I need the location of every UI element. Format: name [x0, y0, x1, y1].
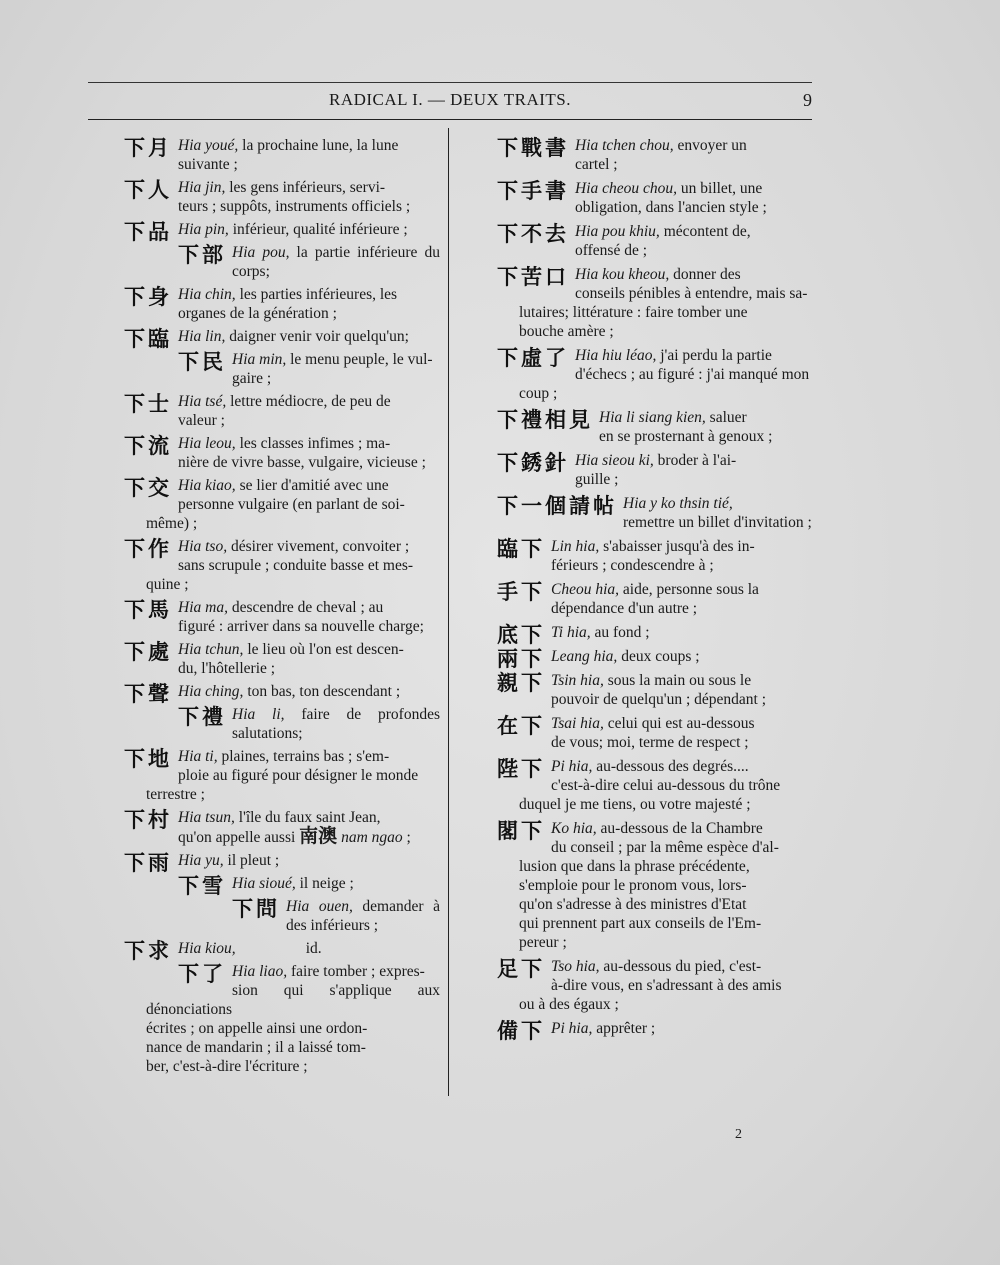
definition-text: broder à l'ai-: [653, 452, 737, 469]
entry-headword: 下不去: [497, 222, 569, 246]
romanization: Pi hia,: [551, 1020, 593, 1037]
romanization: Hia tso,: [178, 538, 228, 555]
definition-text: écrites ; on appelle ainsi une ordon-: [146, 1020, 368, 1037]
romanization: Leang hia,: [551, 648, 618, 665]
entry-headword: 下禮相見: [497, 408, 593, 432]
definition-text: qu'on appelle aussi: [178, 829, 300, 846]
definition-line: [497, 384, 815, 403]
definition-line: [497, 933, 815, 952]
definition-text: j'ai perdu la partie: [656, 347, 772, 364]
entry-headword: 備下: [497, 1019, 545, 1043]
dictionary-entry: [124, 178, 440, 216]
entry-headword: 下身: [124, 285, 172, 309]
definition-line: [497, 303, 815, 322]
definition-text: cartel ;: [575, 156, 618, 173]
romanization: Hia kiou,: [178, 940, 236, 957]
definition-text: se lier d'amitié avec une: [235, 477, 389, 494]
entry-headword: 下地: [124, 747, 172, 771]
entry-headword: 在下: [497, 714, 545, 738]
entry-headword: 手下: [497, 580, 545, 604]
definition-line: [124, 514, 440, 533]
entry-definition: [124, 350, 440, 388]
definition-text: aide, personne sous la: [619, 581, 759, 598]
definition-text: faire de profondes salutations;: [232, 706, 440, 742]
definition-text: conseils pénibles à entendre, mais sa-: [575, 285, 808, 302]
dictionary-entry: [124, 747, 440, 804]
definition-line: [124, 785, 440, 804]
definition-text: ploie au figuré pour désigner le monde: [178, 767, 419, 784]
definition-text: ou à des égaux ;: [519, 996, 619, 1013]
entry-headword: 底下: [497, 623, 545, 647]
definition-text: teurs ; suppôts, instruments officiels ;: [178, 198, 411, 215]
definition-line: [124, 981, 440, 1019]
definition-text: duquel je me tiens, ou votre majesté ;: [519, 796, 751, 813]
definition-text: la prochaine lune, la lune: [238, 137, 399, 154]
romanization: Hia ouen,: [286, 898, 353, 915]
entry-headword: 下部: [178, 243, 226, 267]
entry-headword: 下虛了: [497, 346, 569, 370]
dictionary-entry: [124, 808, 440, 847]
definition-text: donner des: [669, 266, 741, 283]
entry-headword: 足下: [497, 957, 545, 981]
definition-text: ;: [402, 829, 411, 846]
romanization: Hia kou kheou,: [575, 266, 670, 283]
dictionary-entry: [124, 476, 440, 533]
romanization: Cheou hia,: [551, 581, 620, 598]
romanization: Hia li,: [232, 706, 285, 723]
definition-line: [124, 243, 440, 281]
romanization: Pi hia,: [551, 758, 593, 775]
definition-text: les gens inférieurs, servi-: [225, 179, 386, 196]
romanization: Hia kiao,: [178, 477, 236, 494]
definition-text: pouvoir de quelqu'un ; dépendant ;: [551, 691, 767, 708]
definition-text: dépendance d'un autre ;: [551, 600, 698, 617]
entry-definition: [124, 243, 440, 281]
romanization: Hia ti,: [178, 748, 218, 765]
definition-text: qui prennent part aux conseils de l'Em-: [519, 915, 762, 932]
definition-text: nière de vivre basse, vulgaire, vicieuse ;: [178, 454, 426, 471]
dictionary-entry: [497, 671, 815, 709]
definition-line: [497, 322, 815, 341]
dictionary-entry: [497, 408, 815, 446]
entry-headword: 下流: [124, 434, 172, 458]
entry-headword: 陛下: [497, 757, 545, 781]
column-divider: [448, 128, 449, 1096]
definition-text: sion qui s'applique aux dénonciations: [146, 982, 440, 1018]
dictionary-entry: [124, 537, 440, 594]
definition-text: les classes infimes ; ma-: [235, 435, 391, 452]
romanization: Ko hia,: [551, 820, 597, 837]
romanization: Tso hia,: [551, 958, 600, 975]
definition-text: le menu peuple, le vul-: [286, 351, 433, 368]
entry-headword: 下苦口: [497, 265, 569, 289]
entry-headword: 閣下: [497, 819, 545, 843]
entry-headword: 下雪: [178, 874, 226, 898]
definition-line: [124, 897, 440, 935]
definition-text: obligation, dans l'ancien style ;: [575, 199, 767, 216]
romanization: Hia tsé,: [178, 393, 227, 410]
definition-text: un billet, une: [677, 180, 763, 197]
definition-text: demander à des inférieurs ;: [286, 898, 440, 934]
definition-line: [497, 857, 815, 876]
dictionary-entry: [497, 714, 815, 752]
dictionary-entry: [497, 494, 815, 532]
dictionary-entry: [497, 537, 815, 575]
dictionary-entry: [124, 897, 440, 935]
romanization: Hia pin,: [178, 221, 229, 238]
entry-headword: 臨下: [497, 537, 545, 561]
romanization: Tsin hia,: [551, 672, 604, 689]
definition-text: l'île du faux saint Jean,: [234, 809, 381, 826]
romanization: Lin hia,: [551, 538, 600, 555]
running-head: [88, 88, 812, 118]
header-rule: [88, 119, 812, 120]
dictionary-entry: [497, 346, 815, 403]
page-number: 9: [803, 90, 812, 110]
romanization: Hia yu,: [178, 852, 224, 869]
entry-headword: 下銹針: [497, 451, 569, 475]
top-rule: [88, 82, 812, 83]
dictionary-entry: [124, 874, 440, 898]
dictionary-entry: [124, 851, 440, 875]
romanization: Hia tsun,: [178, 809, 235, 826]
entry-definition: [124, 874, 440, 893]
definition-text: saluer: [705, 409, 747, 426]
definition-text: il pleut ;: [223, 852, 280, 869]
dictionary-entry: [497, 819, 815, 952]
inline-chinese: 南澳: [299, 825, 338, 847]
romanization: Hia cheou chou,: [575, 180, 678, 197]
romanization: Hia chin,: [178, 286, 236, 303]
romanization: Hia sieou ki,: [575, 452, 654, 469]
definition-line: [124, 1019, 440, 1038]
romanization: Hia ching,: [178, 683, 244, 700]
definition-text: au-dessous du pied, c'est-: [599, 958, 762, 975]
definition-text: sans scrupule ; conduite basse et mes-: [178, 557, 414, 574]
dictionary-entry: [124, 350, 440, 388]
romanization: Hia jin,: [178, 179, 226, 196]
definition-text: lettre médiocre, de peu de: [226, 393, 391, 410]
entry-headword: 下月: [124, 136, 172, 160]
dictionary-entry: [124, 220, 440, 244]
definition-text: lutaires; littérature : faire tomber une: [519, 304, 748, 321]
dictionary-entry: [497, 222, 815, 260]
definition-text: bouche amère ;: [519, 323, 614, 340]
dictionary-entry: [497, 757, 815, 814]
dictionary-entry: [124, 598, 440, 636]
definition-text: même) ;: [146, 515, 198, 532]
dictionary-entry: [124, 434, 440, 472]
romanization: Hia tchun,: [178, 641, 244, 658]
dictionary-entry: [497, 580, 815, 618]
definition-text: du conseil ; par la même espèce d'al-: [551, 839, 779, 856]
dictionary-entry: [124, 705, 440, 743]
romanization: Tsai hia,: [551, 715, 604, 732]
entry-headword: 下一個請帖: [497, 494, 617, 518]
definition-text: gaire ;: [232, 370, 272, 387]
entry-headword: 下聲: [124, 682, 172, 706]
definition-text: ton bas, ton descendant ;: [243, 683, 401, 700]
definition-text: au-dessous de la Chambre: [596, 820, 763, 837]
entry-headword: 下了: [178, 962, 226, 986]
signature-mark: 2: [735, 1127, 742, 1142]
definition-line: [124, 962, 440, 981]
romanization: Hia youé,: [178, 137, 239, 154]
definition-text: faire tomber ; expres-: [287, 963, 425, 980]
definition-text: nance de mandarin ; il a laissé tom-: [146, 1039, 366, 1056]
dictionary-entry: [124, 327, 440, 351]
romanization: Hia lin,: [178, 328, 226, 345]
definition-text: guille ;: [575, 471, 619, 488]
entry-headword: 下戰書: [497, 136, 569, 160]
definition-text: férieurs ; condescendre à ;: [551, 557, 714, 574]
definition-text: deux coups ;: [617, 648, 700, 665]
romanization: Hia hiu léao,: [575, 347, 657, 364]
definition-text: quine ;: [146, 576, 189, 593]
definition-text: de vous; moi, terme de respect ;: [551, 734, 749, 751]
definition-text: organes de la génération ;: [178, 305, 337, 322]
definition-text: suivante ;: [178, 156, 238, 173]
definition-text: au-dessous des degrés....: [592, 758, 749, 775]
romanization: Hia y ko thsin tié,: [623, 495, 733, 512]
entry-headword: 下品: [124, 220, 172, 244]
entry-headword: 下交: [124, 476, 172, 500]
definition-text: valeur ;: [178, 412, 225, 429]
definition-line: [497, 914, 815, 933]
dictionary-entry: [124, 136, 440, 174]
entry-headword: 下求: [124, 939, 172, 963]
definition-text: sous la main ou sous le: [603, 672, 752, 689]
dictionary-entry: [124, 285, 440, 323]
definition-text: figuré : arriver dans sa nouvelle charge;: [178, 618, 424, 635]
inline-romanization: nam ngao: [337, 829, 403, 846]
definition-text: inférieur, qualité inférieure ;: [228, 221, 408, 238]
entry-headword: 下人: [124, 178, 172, 202]
ditto-mark: id.: [305, 940, 322, 957]
entry-headword: 兩下: [497, 647, 545, 671]
definition-text: ber, c'est-à-dire l'écriture ;: [146, 1058, 308, 1075]
entry-headword: 下村: [124, 808, 172, 832]
definition-line: [124, 369, 440, 388]
definition-text: lusion que dans la phrase précédente,: [519, 858, 750, 875]
dictionary-entry: [497, 265, 815, 341]
dictionary-entry: [497, 957, 815, 1014]
dictionary-entry: [124, 640, 440, 678]
dictionary-entry: [124, 392, 440, 430]
definition-text: coup ;: [519, 385, 558, 402]
dictionary-entry: [497, 136, 815, 174]
romanization: Hia pou,: [232, 244, 290, 261]
entry-headword: 下臨: [124, 327, 172, 351]
romanization: Hia ma,: [178, 599, 228, 616]
dictionary-entry: [497, 179, 815, 217]
entry-headword: 下禮: [178, 705, 226, 729]
definition-text: qu'on s'adresse à des ministres d'Etat: [519, 896, 747, 913]
definition-text: la partie inférieure du corps;: [232, 244, 441, 280]
definition-line: [497, 876, 815, 895]
definition-text: celui qui est au-dessous: [603, 715, 755, 732]
romanization: Hia liao,: [232, 963, 288, 980]
definition-line: [497, 795, 815, 814]
left-column: [124, 136, 440, 1080]
definition-text: apprêter ;: [592, 1020, 656, 1037]
definition-text: personne vulgaire (en parlant de soi-: [178, 496, 405, 513]
romanization: Hia sioué,: [232, 875, 296, 892]
romanization: Hia tchen chou,: [575, 137, 674, 154]
dictionary-entry: [497, 623, 815, 647]
entry-headword: 下雨: [124, 851, 172, 875]
romanization: Hia leou,: [178, 435, 236, 452]
definition-text: à-dire vous, en s'adressant à des amis: [551, 977, 782, 994]
definition-text: c'est-à-dire celui au-dessous du trône: [551, 777, 781, 794]
running-title: RADICAL I. — DEUX TRAITS.: [329, 90, 571, 109]
definition-text: en se prosternant à genoux ;: [599, 428, 773, 445]
entry-headword: 下士: [124, 392, 172, 416]
dictionary-entry: [124, 962, 440, 1076]
entry-headword: 下作: [124, 537, 172, 561]
definition-text: les parties inférieures, les: [235, 286, 398, 303]
entry-headword: 下手書: [497, 179, 569, 203]
romanization: Hia li siang kien,: [599, 409, 706, 426]
definition-line: [124, 350, 440, 369]
romanization: Ti hia,: [551, 624, 591, 641]
definition-text: descendre de cheval ; au: [227, 599, 384, 616]
definition-line: [497, 895, 815, 914]
romanization: Hia min,: [232, 351, 287, 368]
definition-text: d'échecs ; au figuré : j'ai manqué mon: [575, 366, 810, 383]
definition-text: pereur ;: [519, 934, 567, 951]
definition-text: s'abaisser jusqu'à des in-: [599, 538, 755, 555]
entry-headword: 下處: [124, 640, 172, 664]
dictionary-entry: [497, 647, 815, 671]
definition-line: [124, 1038, 440, 1057]
definition-line: [124, 1057, 440, 1076]
definition-text: plaines, terrains bas ; s'em-: [217, 748, 390, 765]
definition-text: au fond ;: [590, 624, 650, 641]
entry-headword: 下民: [178, 350, 226, 374]
definition-text: offensé de ;: [575, 242, 648, 259]
definition-text: terrestre ;: [146, 786, 205, 803]
entry-definition: [124, 962, 440, 1076]
romanization: Hia pou khiu,: [575, 223, 660, 240]
entry-definition: [124, 897, 440, 935]
entry-definition: [124, 705, 440, 743]
definition-text: du, l'hôtellerie ;: [178, 660, 276, 677]
dictionary-entry: [124, 243, 440, 281]
definition-line: [124, 874, 440, 893]
entry-headword: 下問: [232, 897, 280, 921]
definition-text: s'emploie pour le pronom vous, lors-: [519, 877, 747, 894]
definition-line: [124, 575, 440, 594]
entry-headword: 親下: [497, 671, 545, 695]
entry-headword: 下馬: [124, 598, 172, 622]
right-column: [497, 136, 815, 1043]
definition-text: daigner venir voir quelqu'un;: [225, 328, 409, 345]
definition-line: [497, 995, 815, 1014]
dictionary-entry: [497, 1019, 815, 1043]
dictionary-entry: [124, 682, 440, 706]
dictionary-entry: [497, 451, 815, 489]
definition-text: le lieu où l'on est descen-: [243, 641, 404, 658]
definition-text: il neige ;: [295, 875, 354, 892]
definition-text: mécontent de,: [659, 223, 751, 240]
definition-text: remettre un billet d'invitation ;: [623, 514, 812, 531]
definition-line: [124, 705, 440, 743]
dictionary-entry: [124, 939, 440, 963]
definition-text: envoyer un: [673, 137, 747, 154]
definition-text: désirer vivement, convoiter ;: [227, 538, 410, 555]
